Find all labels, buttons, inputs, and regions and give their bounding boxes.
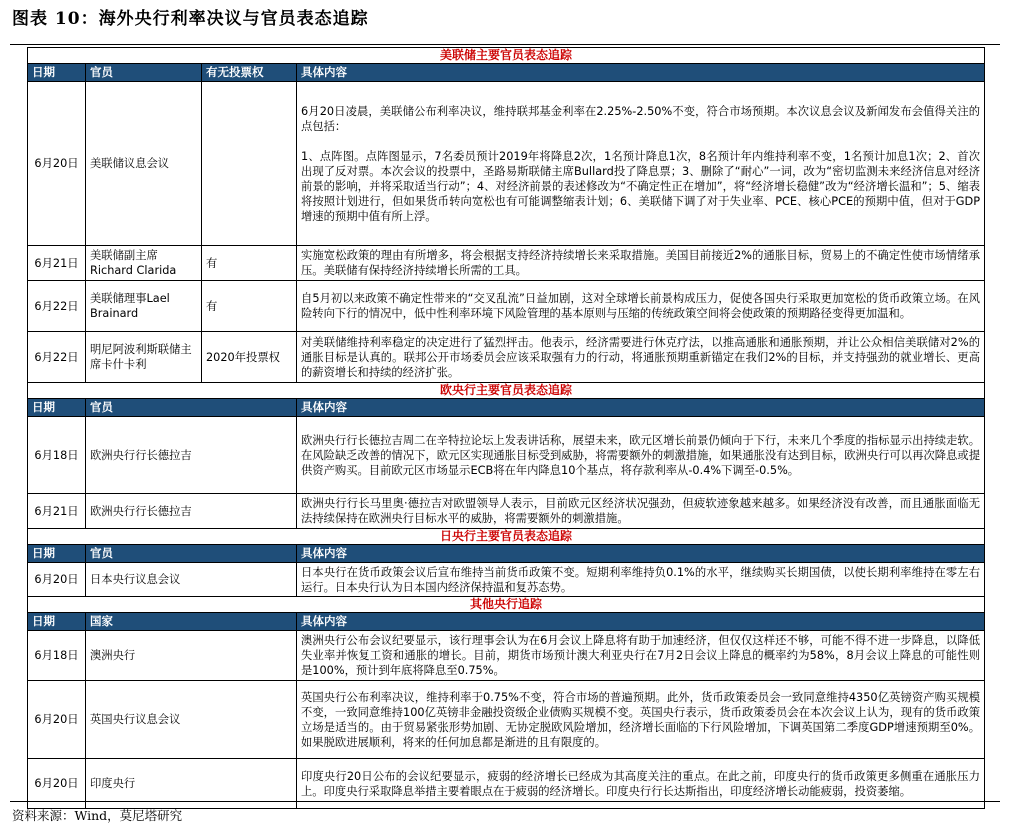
header-row xyxy=(28,399,985,417)
table-row xyxy=(28,82,985,246)
column-header: 具体内容 xyxy=(297,613,985,631)
section-title: 美联储主要官员表态追踪 xyxy=(28,48,985,64)
content-cell: 欧洲央行行长德拉吉周二在辛特拉论坛上发表讲话称，展望未来，欧元区增长前景仍倾向于下行，未来几个季度的指标显示出持续走软。在风险缺乏改善的情况下，欧元区实现通胀目标受到威胁，将需要额外的刺激措施，如果通胀没有达到目标，欧洲央行可以再次降息或提供资产购买。目前欧元区市场显示ECB将在年内降息10个基点，将存款利率从-0.4%下调至-0.5%。 xyxy=(297,417,985,494)
date-cell: 6月20日 xyxy=(28,759,86,809)
section-title: 欧央行主要官员表态追踪 xyxy=(28,383,985,399)
section-title: 日央行主要官员表态追踪 xyxy=(28,529,985,545)
column-header: 有无投票权 xyxy=(202,64,297,82)
vote-cell: 有 xyxy=(202,281,297,332)
section-title-row xyxy=(28,48,985,64)
date-cell: 6月21日 xyxy=(28,246,86,281)
content-cell: 澳洲央行公布会议纪要显示，该行理事会认为在6月会议上降息将有助于加速经济，但仅仅这样还不够，可能不得不进一步降息，以降低失业率并恢复工资和通胀的增长。目前，期货市场预计澳大利亚央行在7月2日会议上降息的概率约为58%，8月会议上降息的可能性则是100%，预计到年底将降息至0.75%。 xyxy=(297,631,985,681)
column-header: 国家 xyxy=(86,613,297,631)
table-row xyxy=(28,246,985,281)
official-cell: 明尼阿波利斯联储主席卡什卡利 xyxy=(86,332,202,383)
column-header: 日期 xyxy=(28,399,86,417)
section-title-row xyxy=(28,529,985,545)
table-row xyxy=(28,332,985,383)
official-cell: 欧洲央行行长德拉吉 xyxy=(86,417,297,494)
header-row xyxy=(28,64,985,82)
date-cell: 6月20日 xyxy=(28,563,86,597)
table-row xyxy=(28,417,985,494)
central-bank-table xyxy=(27,47,985,809)
vote-cell xyxy=(202,82,297,246)
content-cell: 欧洲央行行长马里奥·德拉吉对欧盟领导人表示，目前欧元区经济状况强劲，但疲软迹象越来越多。如果经济没有改善，而且通胀面临无法持续保持在欧洲央行目标水平的威胁，将需要额外的刺激措施。 xyxy=(297,494,985,529)
header-row xyxy=(28,545,985,563)
content-cell: 对美联储维持利率稳定的决定进行了猛烈抨击。他表示，经济需要进行休克疗法，以推高通胀和通胀预期，并让公众相信美联储对2%的通胀目标是认真的。联邦公开市场委员会应该采取强有力的行动，将通胀预期重新锚定在我们2%的目标，并支持强劲的就业增长、更高的薪资增长和持续的经济扩张。 xyxy=(297,332,985,383)
content-cell: 日本央行在货币政策会议后宣布维持当前货币政策不变。短期利率维持负0.1%的水平，继续购买长期国债，以使长期利率维持在零左右运行。日本央行认为日本国内经济保持温和复苏态势。 xyxy=(297,563,985,597)
date-cell: 6月20日 xyxy=(28,82,86,246)
bottom-rule xyxy=(10,801,1000,802)
content-cell: 印度央行20日公布的会议纪要显示，疲弱的经济增长已经成为其高度关注的重点。在此之前，印度央行的货币政策更多侧重在通胀压力上。印度央行采取降息举措主要着眼点在于疲弱的经济增长。印度央行行长达斯指出，印度经济增长动能疲弱，投资萎缩。 xyxy=(297,759,985,809)
content-cell: 自5月初以来政策不确定性带来的“交叉乱流”日益加剧，这对全球增长前景构成压力，促使各国央行采取更加宽松的货币政策立场。在风险转向下行的情况中，低中性利率环境下风险管理的基本原则与压缩的传统政策空间将会使政策的预期路径变得更加温和。 xyxy=(297,281,985,332)
column-header: 日期 xyxy=(28,64,86,82)
official-cell: 欧洲央行行长德拉吉 xyxy=(86,494,297,529)
official-cell: 美联储副主席Richard Clarida xyxy=(86,246,202,281)
table-row xyxy=(28,681,985,759)
official-cell: 澳洲央行 xyxy=(86,631,297,681)
column-header: 具体内容 xyxy=(297,545,985,563)
date-cell: 6月18日 xyxy=(28,631,86,681)
date-cell: 6月18日 xyxy=(28,417,86,494)
header-row xyxy=(28,613,985,631)
table-row xyxy=(28,563,985,597)
content-cell: 实施宽松政策的理由有所增多，将会根据支持经济持续增长来采取措施。美国目前接近2%的通胀目标，贸易上的不确定性使市场情绪承压。美联储有保持经济持续增长所需的工具。 xyxy=(297,246,985,281)
official-cell: 美联储理事Lael Brainard xyxy=(86,281,202,332)
section-title-row xyxy=(28,597,985,613)
date-cell: 6月22日 xyxy=(28,281,86,332)
section-title: 其他央行追踪 xyxy=(28,597,985,613)
content-cell: 英国央行公布利率决议，维持利率于0.75%不变，符合市场的普遍预期。此外，货币政策委员会一致同意维持4350亿英镑资产购买规模不变，一致同意维持100亿英镑非金融投资级企业债购买规模不变。英国央行表示，货币政策委员会在本次会议上认为，现有的货币政策立场是适当的。由于贸易紧张形势加剧、无协定脱欧风险增加，经济增长面临的下行风险增加，下调英国第二季度GDP增速预期至0%。如果脱欧进展顺利，将来的任何加息都是渐进的且有限度的。 xyxy=(297,681,985,759)
table-row xyxy=(28,281,985,332)
date-cell: 6月21日 xyxy=(28,494,86,529)
column-header: 具体内容 xyxy=(297,64,985,82)
column-header: 官员 xyxy=(86,64,202,82)
table-container xyxy=(27,47,984,809)
official-cell: 美联储议息会议 xyxy=(86,82,202,246)
column-header: 官员 xyxy=(86,545,297,563)
column-header: 日期 xyxy=(28,613,86,631)
date-cell: 6月20日 xyxy=(28,681,86,759)
column-header: 具体内容 xyxy=(297,399,985,417)
column-header: 官员 xyxy=(86,399,297,417)
section-title-row xyxy=(28,383,985,399)
vote-cell: 2020年投票权 xyxy=(202,332,297,383)
source-note: 资料来源：Wind，莫尼塔研究 xyxy=(12,808,183,823)
top-rule xyxy=(10,44,1000,45)
table-row xyxy=(28,631,985,681)
content-cell: 6月20日凌晨，美联储公布利率决议，维持联邦基金利率在2.25%-2.50%不变，符合市场预期。本次议息会议及新闻发布会值得关注的点包括： 1、点阵图。点阵图显示，7名委员预计2019年将降息2次，1名预计降息1次，8名预计年内维持利率不变，1名预计加息1次；2、首次出现了反对票。本次会议的投票中，圣路易斯联储主席Bullard投了降息票；3、删除了“耐心”一词，改为“密切监测未来经济信息对经济前景的影响，并将采取适当行动”；4、对经济前景的表述修改为“不确定性正在增加”，将“经济增长稳健”改为“经济增长温和”；5、缩表将按照计划进行，但如果货币转向宽松也有可能调整缩表计划；6、美联储下调了对于失业率、PCE、核心PCE的预期中值，但对于GDP增速的预期中值有所上浮。 xyxy=(297,82,985,246)
official-cell: 英国央行议息会议 xyxy=(86,681,297,759)
date-cell: 6月22日 xyxy=(28,332,86,383)
official-cell: 日本央行议息会议 xyxy=(86,563,297,597)
vote-cell: 有 xyxy=(202,246,297,281)
figure-title: 图表 10：海外央行利率决议与官员表态追踪 xyxy=(12,9,369,29)
table-row xyxy=(28,494,985,529)
column-header: 日期 xyxy=(28,545,86,563)
official-cell: 印度央行 xyxy=(86,759,297,809)
